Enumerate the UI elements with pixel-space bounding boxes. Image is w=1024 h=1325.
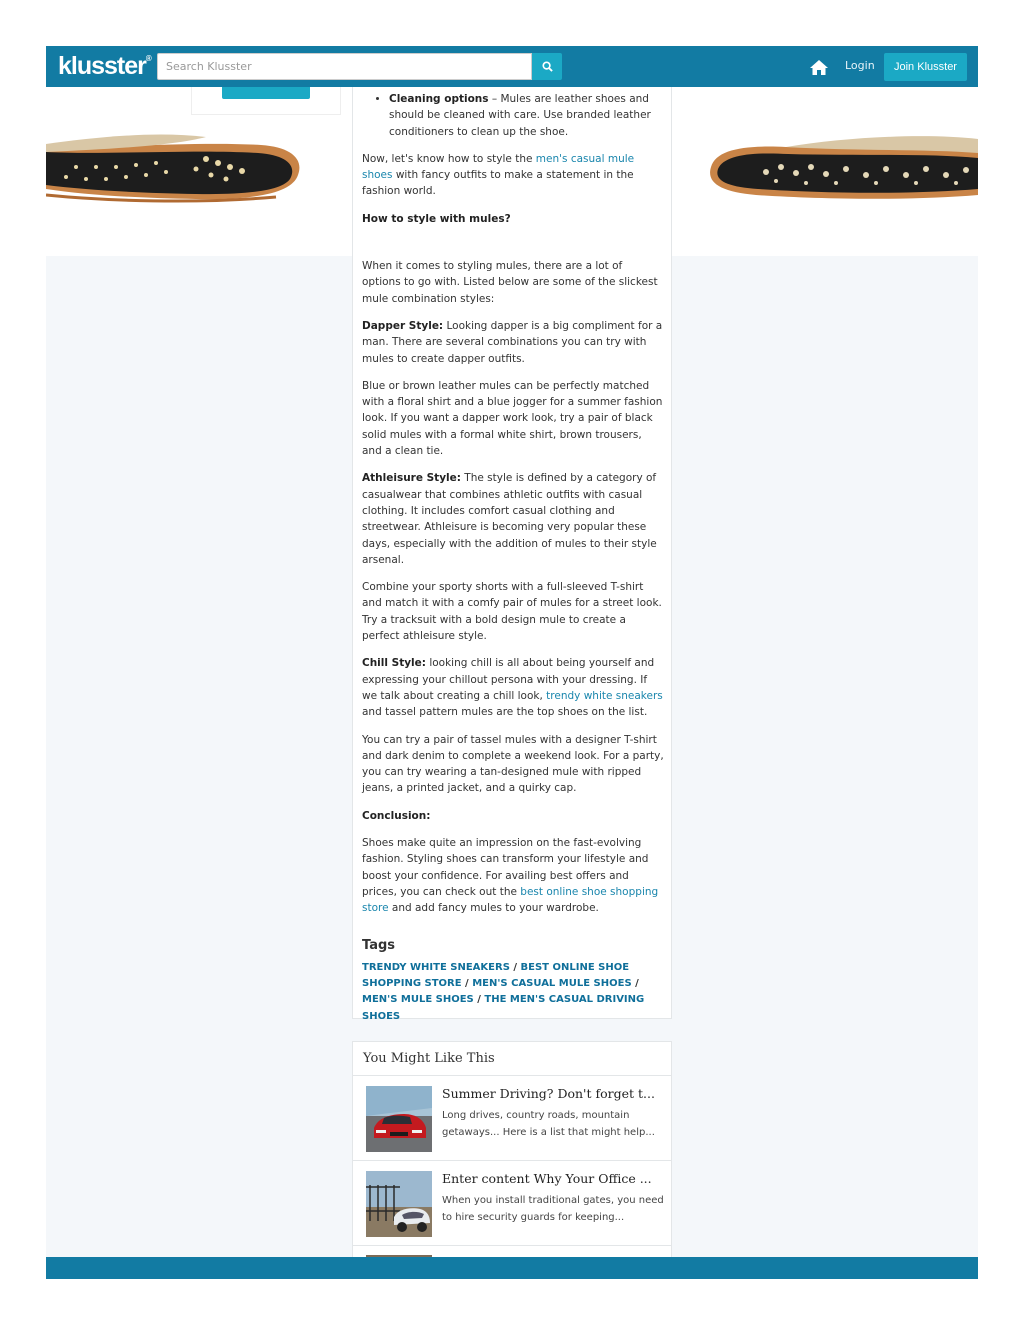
tag-link[interactable]: MEN'S CASUAL MULE SHOES: [472, 978, 632, 990]
search-icon: [542, 61, 553, 72]
bullet-title: Cleaning options: [389, 93, 489, 105]
tag-link[interactable]: MEN'S MULE SHOES: [362, 994, 474, 1006]
text: Shoes make quite an impression on the fast-evolving fashion. Styling shoes can transform your lifestyle and boost your confidence. For availing best offers and prices, you can check out the: [362, 836, 649, 898]
bullet-text: – Mules are leather shoes and should be cleaned with care. Use branded leather conditioners to clean up the shoe.: [389, 93, 651, 138]
tag-separator: /: [631, 978, 639, 990]
shoe-image-right: [706, 97, 978, 207]
paragraph-athleisure-detail: Combine your sporty shorts with a full-sleeved T-shirt and match it with a comfy pair of mules for a street look. Try a tracksuit with a bold design mule to create a perfect athleisure style.: [362, 581, 662, 643]
text: Now, let's know how to style the: [362, 152, 536, 165]
bullet-cleaning-options: [389, 91, 664, 140]
heading-how-to-style: [362, 211, 664, 227]
login-link[interactable]: Login: [845, 59, 875, 72]
link-trendy-white-sneakers[interactable]: trendy white sneakers: [546, 689, 663, 702]
item-description: When you install traditional gates, you need to hire security guards for keeping...: [442, 1195, 664, 1223]
bullet-list: [389, 91, 664, 140]
you-might-like-panel: [352, 1041, 672, 1279]
text: with fancy outfits to make a statement in the fashion world.: [362, 169, 634, 198]
logo-text: klusster: [58, 52, 146, 80]
conclusion-label: Conclusion:: [362, 809, 431, 822]
tag-separator: /: [473, 994, 485, 1006]
tag-link[interactable]: THE MEN'S CASUAL DRIVING SHOES: [362, 994, 645, 1022]
spacer: [362, 238, 664, 258]
paragraph-dapper: [362, 318, 664, 367]
item-description: Long drives, country roads, mountain getaways... Here is a list that might help...: [442, 1110, 655, 1138]
tags-list: [362, 960, 664, 1025]
item-title[interactable]: Summer Driving? Don't forget t...: [442, 1086, 655, 1101]
item-title[interactable]: Enter content Why Your Office ...: [442, 1171, 652, 1186]
thumbnail-gate-image[interactable]: [366, 1171, 432, 1237]
text: looking chill is all about being yourself and expressing your chillout persona with your dressing. If we talk about creating a chill look,: [362, 657, 655, 702]
paragraph-intro: [362, 151, 664, 200]
paragraph-chill: [362, 655, 664, 720]
page: [46, 46, 978, 1279]
article-body: [362, 91, 664, 1025]
list-item[interactable]: [353, 1161, 671, 1246]
paragraph-athleisure: [362, 470, 664, 568]
tag-separator: /: [461, 978, 473, 990]
text: and add fancy mules to your wardrobe.: [388, 902, 599, 915]
link-best-online-shoe-shopping-store[interactable]: best online shoe shopping store: [362, 885, 659, 915]
you-might-like-heading: You Might Like This: [353, 1042, 671, 1076]
label-dapper-style: Dapper Style:: [362, 319, 444, 332]
paragraph-dapper-detail: Blue or brown leather mules can be perfectly matched with a floral shirt and a blue jogger for a summer fashion look. If you want a dapper work look, try a pair of black solid mules with a formal white shirt, brown trousers, and a clean tie.: [362, 379, 663, 458]
text: and tassel pattern mules are the top shoes on the list.: [362, 706, 648, 719]
home-icon[interactable]: [809, 58, 829, 76]
tag-link[interactable]: BEST ONLINE SHOE SHOPPING STORE: [362, 961, 630, 990]
tag-link[interactable]: TRENDY WHITE SNEAKERS: [362, 961, 510, 973]
sidebar-button-fragment[interactable]: [222, 87, 310, 99]
tags-heading: Tags: [362, 938, 396, 954]
heading-conclusion: [362, 808, 664, 824]
label-chill-style: Chill Style:: [362, 657, 426, 670]
paragraph-chill-detail: You can try a pair of tassel mules with a designer T-shirt and dark denim to complete a weekend look. For a party, you can try wearing a tan-designed mule with ripped jeans, a printed jacket, and a quirky cap.: [362, 733, 664, 795]
link-mens-casual-mule-shoes[interactable]: men's casual mule shoes: [362, 152, 635, 182]
logo-trademark: ®: [145, 54, 151, 63]
join-klusster-button[interactable]: Join Klusster: [884, 53, 967, 81]
heading-text: How to style with mules?: [362, 212, 511, 225]
paragraph-conclusion: [362, 835, 664, 916]
search-input[interactable]: [157, 53, 532, 80]
thumbnail-car-image[interactable]: [366, 1086, 432, 1152]
paragraph-options: When it comes to styling mules, there are a lot of options to go with. Listed below are some of the slickest mule combination styles:: [362, 260, 658, 305]
footer-bar: [46, 1257, 978, 1279]
label-athleisure-style: Athleisure Style:: [362, 472, 461, 485]
text: Looking dapper is a big compliment for a man. There are several combinations you can try with mules to create dapper outfits.: [362, 319, 663, 365]
text: The style is defined by a category of casualwear that combines athletic outfits with casual clothing. It includes comfort casual clothing and streetwear. Athleisure is becoming very popular these days, especially with the addition of mules to their style arsenal.: [362, 472, 657, 566]
navbar: [46, 46, 978, 87]
list-item[interactable]: [353, 1076, 671, 1161]
tag-separator: /: [509, 961, 521, 973]
klusster-logo[interactable]: [58, 52, 151, 81]
search-button[interactable]: [532, 53, 562, 80]
